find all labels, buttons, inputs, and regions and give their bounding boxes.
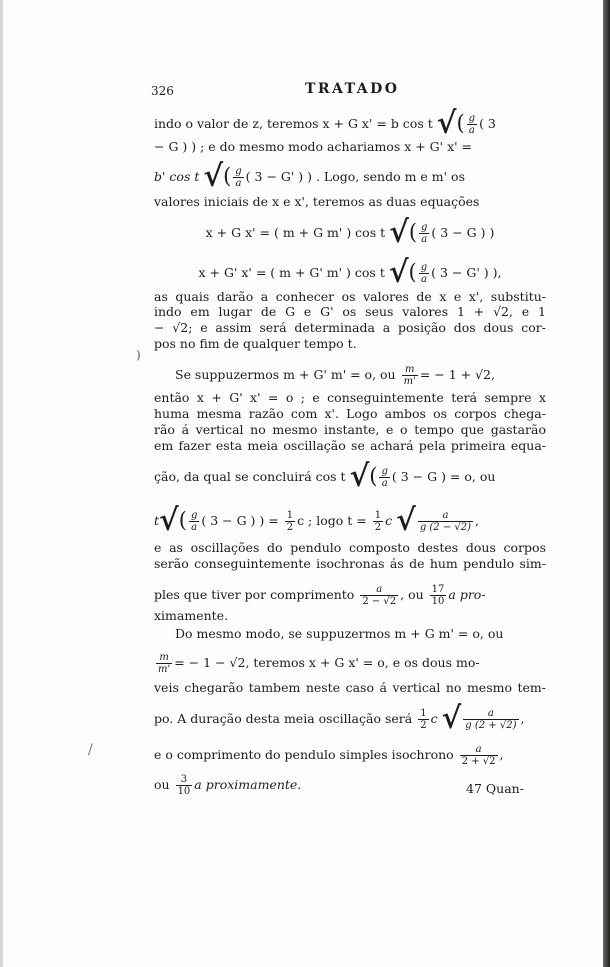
text-line-11: [154, 364, 546, 387]
line-text: po. A duração desta meia oscillação será: [154, 711, 413, 726]
open-paren: (: [178, 508, 187, 532]
text-line-17: [154, 503, 546, 538]
text-line-1: [154, 106, 546, 141]
line-text: ,: [475, 513, 480, 528]
open-paren: (: [408, 220, 418, 244]
fraction-g-over-a: $\frac{g}{a}$: [381, 466, 388, 489]
running-title: TRATADO: [305, 81, 400, 97]
equation-text: ( 3 − G' ) ),: [431, 265, 502, 280]
text-line-14: rão á vertical no mesmo instante, e o tempo que gastarão: [154, 422, 546, 437]
line-text: ( 3 − G ) = o, ou: [391, 469, 496, 484]
fraction-a-over-length: $\frac{a}{2 + √2}$: [461, 744, 496, 767]
fraction-g-over-a: $\frac{g}{a}$: [421, 222, 428, 245]
radical-sign: √: [203, 159, 224, 194]
line-text: t: [154, 513, 160, 528]
margin-slash: /: [88, 742, 93, 758]
text-line-24: veis chegarão tambem neste caso á vertical no mesmo tem-: [154, 680, 546, 695]
text-line-13: huma mesma razão com x'. Logo ambos os corpos chega-: [154, 406, 546, 421]
text-line-15: em fazer esta meia oscillação se achará pela primeira equa-: [154, 438, 546, 453]
text-line-22: Do mesmo modo, se suppuzermos m + G m' = o, ou: [175, 626, 504, 641]
radical-sign: √: [441, 701, 462, 736]
text-line-18: e as oscillações do pendulo composto destes dous corpos: [154, 540, 546, 555]
catchword: Quan-: [485, 781, 524, 796]
radical-sign: √: [349, 459, 370, 494]
text-line-9: − √2; e assim será determinada a posição dos dous cor-: [154, 320, 546, 335]
equation-text: x + G x' = ( m + G m' ) cos t: [205, 225, 386, 240]
open-paren: (: [223, 164, 232, 188]
fraction-one-half: $\frac{1}{2}$: [420, 708, 427, 731]
line-text: ( 3 − G ) ) =: [201, 513, 279, 528]
text-line-10: pos no fim de qualquer tempo t.: [154, 336, 357, 351]
open-paren: (: [369, 464, 378, 488]
equation-1: [154, 215, 546, 250]
equation-text: x + G' x' = ( m + G' m' ) cos t: [198, 265, 385, 280]
text-line-8: indo em lugar de G e G' os seus valores 1 + √2, e 1: [154, 304, 546, 319]
line-text: ção, da qual se concluirá cos t: [154, 469, 346, 484]
line-text: ,: [499, 747, 504, 762]
radical-sign: √: [396, 503, 416, 538]
equation-text: ( 3 − G ) ): [431, 225, 495, 240]
fraction-a-over-length: $\frac{a}{2 - √2}$: [362, 584, 397, 607]
line-text: = − 1 + √2,: [419, 367, 495, 382]
line-text: a pro-: [448, 587, 486, 602]
line-text: a proximamente.: [194, 777, 302, 792]
fraction-one-half: $\frac{1}{2}$: [286, 510, 294, 533]
open-paren: (: [408, 260, 417, 284]
signature-and-catchword: [466, 781, 524, 796]
radical-sign: √: [388, 255, 409, 290]
fraction-17-over-10: $\frac{17}{10}$: [431, 584, 445, 607]
line-text: Se suppuzermos m + G' m' = o, ou: [175, 367, 396, 382]
fraction-g-over-a: $\frac{g}{a}$: [468, 113, 476, 136]
text-line-20: [154, 584, 546, 607]
line-text: ( 3: [479, 116, 496, 131]
text-line-4: valores iniciais de x e x', teremos as duas equações: [154, 194, 480, 209]
text-line-7: as quais darão a conhecer os valores de x e x', substitu-: [154, 289, 546, 304]
text-line-12: então x + G' x' = o ; e conseguintemente terá sempre x: [154, 390, 546, 405]
line-text: c: [385, 513, 393, 528]
text-line-19: serão conseguintemente isochronas ás de hum pendulo sim-: [154, 556, 546, 571]
fraction-m-over-m-prime: $\frac{m}{m'}$: [158, 652, 171, 675]
line-text: ( 3 − G' ) ) . Logo, sendo m e m' os: [245, 169, 466, 184]
line-text: e o comprimento do pendulo simples isochrono: [154, 747, 454, 762]
open-paren: (: [456, 111, 465, 135]
signature-mark: 47: [466, 781, 482, 796]
fraction-g-over-a: $\frac{g}{a}$: [190, 510, 198, 533]
line-text: c ; logo t =: [297, 513, 367, 528]
text-line-25: [154, 701, 546, 736]
text-line-23: [154, 652, 546, 675]
fraction-a-over-g: $\frac{a}{g (2 - √2)}$: [419, 510, 472, 533]
line-text: indo o valor de z, teremos x + G x' = b cos t: [154, 116, 433, 131]
line-text: ou: [154, 777, 170, 792]
book-spine-shadow: [603, 0, 610, 967]
line-text: , ou: [400, 587, 424, 602]
line-text: ples que tiver por comprimento: [154, 587, 355, 602]
fraction-a-over-g: $\frac{a}{g (2 + √2)}$: [465, 708, 517, 731]
radical-sign: √: [159, 503, 179, 538]
line-text: ,: [520, 711, 525, 726]
margin-mark: ): [136, 348, 141, 362]
line-text: c: [430, 711, 438, 726]
radical-sign: √: [436, 106, 457, 141]
fraction-g-over-a: $\frac{g}{a}$: [235, 166, 242, 189]
text-line-21: ximamente.: [154, 608, 229, 623]
fraction-3-over-10: $\frac{3}{10}$: [177, 774, 191, 797]
text-line-26: [154, 744, 546, 767]
fraction-g-over-a: $\frac{g}{a}$: [420, 262, 428, 285]
text-line-16: [154, 459, 546, 494]
line-text: = − 1 − √2, teremos x + G x' = o, e os dous mo-: [174, 655, 480, 670]
page-number: 326: [151, 84, 174, 98]
line-text: b' cos t: [154, 169, 200, 184]
text-line-3: [154, 159, 546, 194]
fraction-m-over-m-prime: $\frac{m}{m'}$: [403, 364, 416, 387]
radical-sign: √: [389, 215, 409, 250]
fraction-one-half: $\frac{1}{2}$: [374, 510, 382, 533]
equation-2: [154, 255, 546, 290]
text-line-2: − G ) ) ; e do mesmo modo achariamos x + G' x' =: [154, 139, 473, 154]
